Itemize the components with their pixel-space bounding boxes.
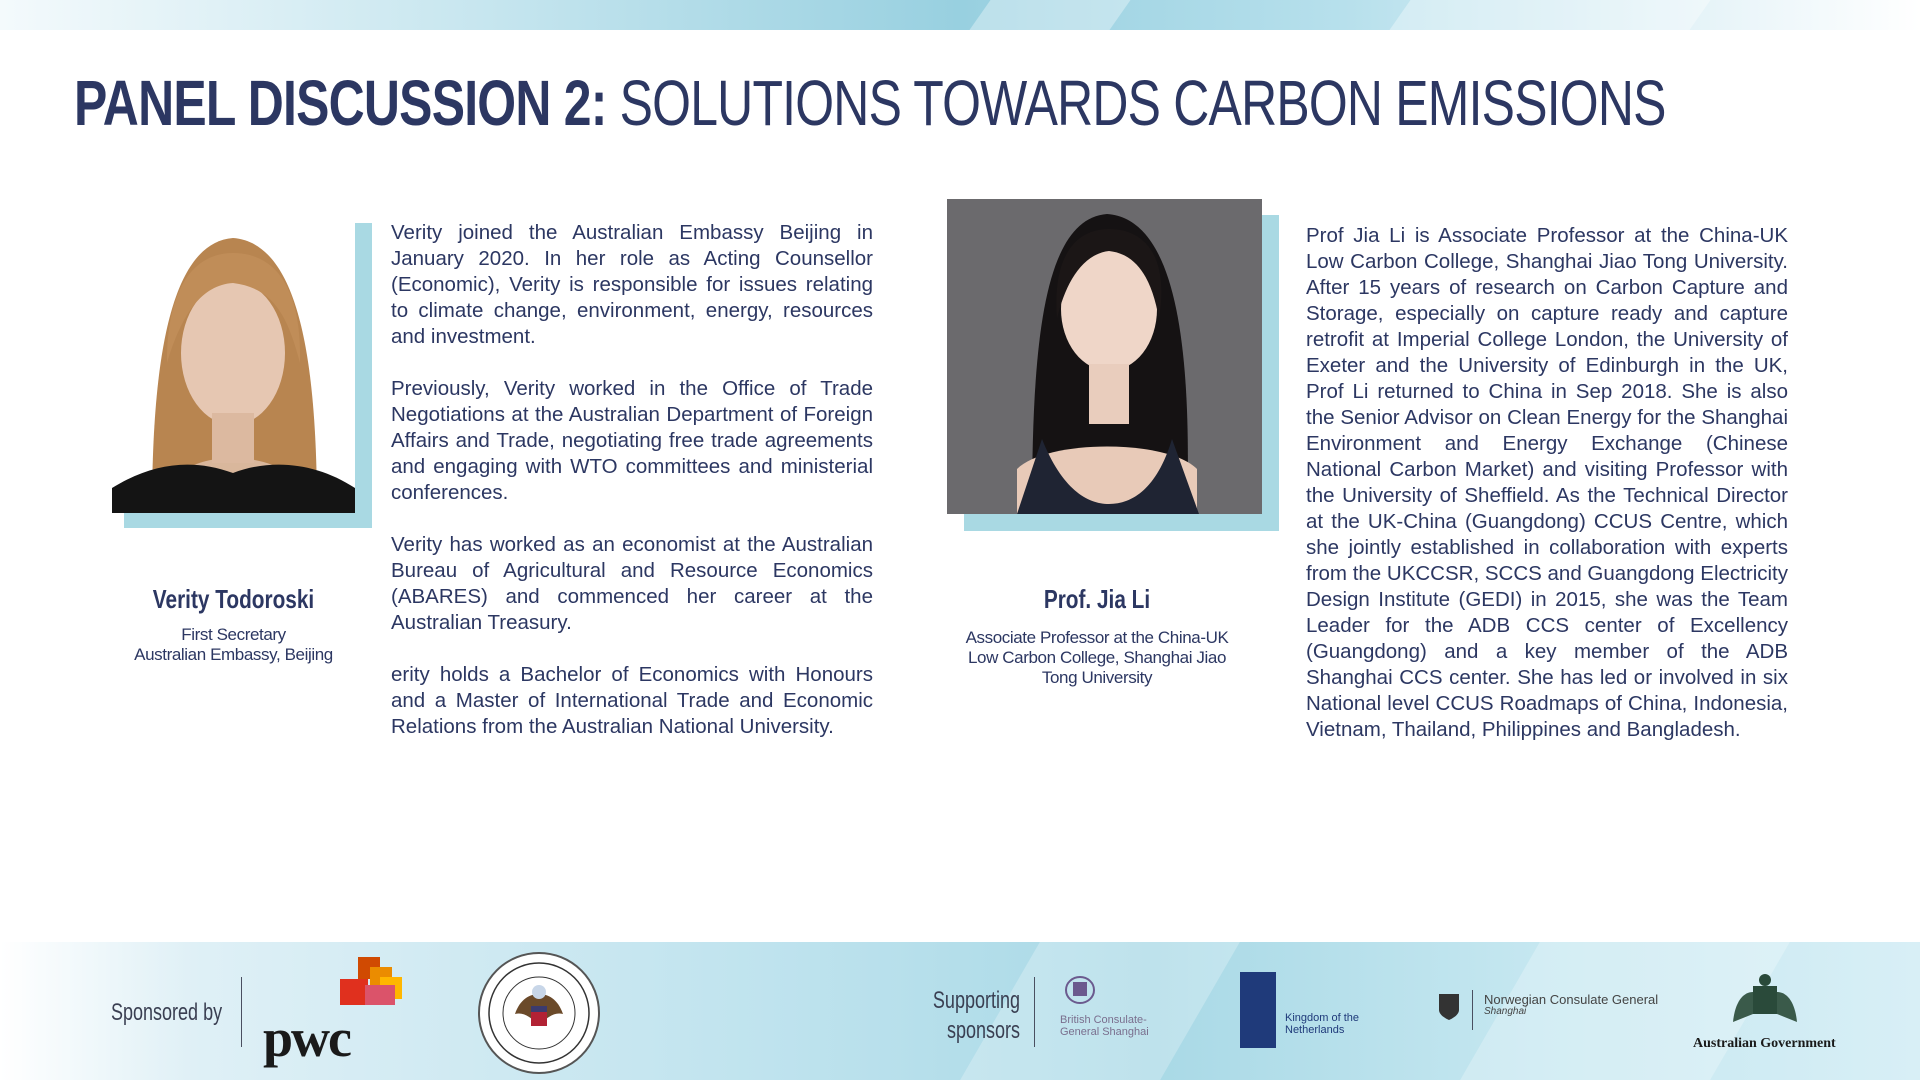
speaker-1-name: Verity Todoroski [152, 584, 315, 614]
supporting-sponsors-label [930, 986, 1020, 1046]
norway-crest-icon [1437, 992, 1461, 1027]
bio-paragraph: Prof Jia Li is Associate Professor at the China-UK Low Carbon College, Shanghai Jiao Tong University. After 15 years of research on Carbon Capture and Storage, especially on capture ready and capture retrofit at Imperial College London, the University of Exeter and the University of Edinburgh in the UK, Prof Li returned to China in Sep 2018. She is also the Senior Advisor on Clean Energy for the Shanghai Environment and Energy Exchange (Chinese National Carbon Market) and visiting Professor with the University of Sheffield. As the Technical Director at the UK-China (Guangdong) CCUS Centre, which she jointly established in collaboration with experts from the UKCCSR, SCCS and Guangdong Electricity Design Institute (GEDI) in 2015, she was the Team Leader for the ADB CCS center of Excellency (Guangdong) and a key member of the ADB Shanghai CCS center. She has led or involved in six National level CCUS Roadmaps of China, Indonesia, Vietnam, Thailand, Philippines and Bangladesh. [1306, 224, 1788, 741]
speaker-1-bio [391, 220, 873, 766]
bio-paragraph: Verity has worked as an economist at the Australian Bureau of Agricultural and Resource Economics (ABARES) and commenced her career at the Australian Treasury. [391, 533, 873, 634]
bio-paragraph: Verity joined the Australian Embassy Beijing in January 2020. In her role as Acting Counsellor (Economic), Verity is responsible for issues relating to climate change, environment, energy, resources and investment. [391, 221, 873, 348]
norway-consulate-logo [1484, 994, 1684, 1018]
title-bold: PANEL DISCUSSION 2: [74, 67, 607, 139]
australian-government-logo: Australian Government [1693, 1036, 1836, 1051]
page-title [74, 66, 1666, 140]
title-light: SOLUTIONS TOWARDS CARBON EMISSIONS [619, 67, 1666, 139]
norway-line1: Norwegian Consulate General [1484, 992, 1659, 1007]
bio-paragraph: erity holds a Bachelor of Economics with Honours and a Master of International Trade and Economic Relations from the Australian National University. [391, 663, 873, 738]
pwc-logo-blocks [330, 957, 405, 1007]
divider [1034, 977, 1035, 1047]
speaker-2-name: Prof. Jia Li [1043, 584, 1151, 614]
norway-line2: Shanghai [1484, 1006, 1527, 1017]
divider [241, 977, 242, 1047]
speaker-2-role: Associate Professor at the China-UK Low Carbon College, Shanghai Jiao Tong University [965, 628, 1229, 687]
british-consulate-logo: British Consulate-General Shanghai [1060, 1014, 1149, 1038]
speaker-1-photo [112, 223, 372, 528]
speaker-2-bio [1306, 223, 1788, 769]
us-consulate-seal [478, 952, 600, 1074]
supporting-line1: Supporting [932, 987, 1020, 1014]
divider [1472, 990, 1473, 1030]
speaker-2-photo [947, 199, 1279, 531]
netherlands-logo-text: Kingdom of the Netherlands [1285, 1012, 1359, 1036]
speaker-1-role [112, 625, 355, 665]
speaker-1-role-org: Australian Embassy, Beijing [134, 645, 333, 664]
speaker-1-role-title: First Secretary [181, 625, 286, 644]
sponsored-by-label: Sponsored by [111, 999, 223, 1026]
pwc-logo-text: pwc [263, 1008, 350, 1068]
top-decorative-band [0, 0, 1920, 30]
sponsor-footer [0, 942, 1920, 1080]
netherlands-logo-icon [1240, 972, 1276, 1048]
supporting-line2: sponsors [946, 1017, 1020, 1044]
australian-coat-of-arms-icon [1725, 972, 1805, 1035]
bio-paragraph: Previously, Verity worked in the Office of Trade Negotiations at the Australian Department of Foreign Affairs and Trade, negotiating free trade agreements and engaging with WTO committees and ministerial conferences. [391, 377, 873, 504]
british-crest-icon [1058, 972, 1102, 1011]
